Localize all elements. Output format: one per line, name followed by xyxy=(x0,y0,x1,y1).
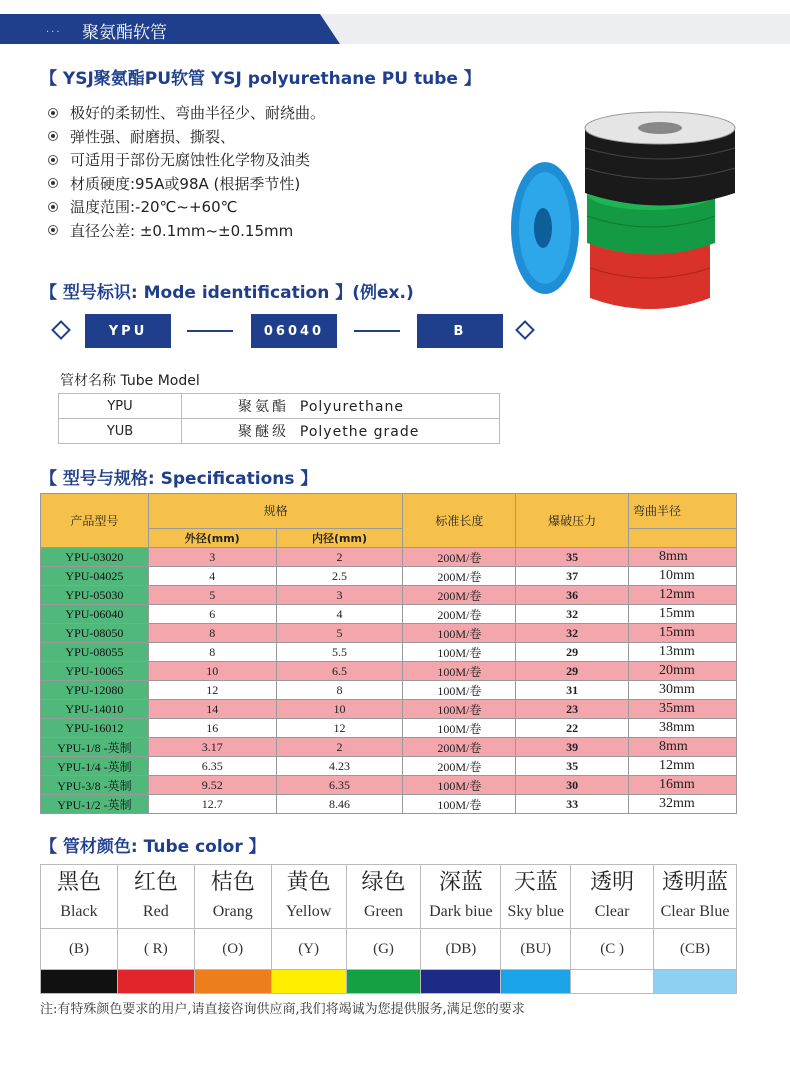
mode-title: 【 型号标识: Mode identification 】(例ex.) xyxy=(40,283,414,303)
tube-reels-image xyxy=(505,108,745,318)
color-name-cn: 黄色 xyxy=(271,865,346,903)
cell-bend: 10mm xyxy=(629,567,737,586)
cell-id: 4.23 xyxy=(276,757,403,776)
cell-model: YPU-1/4 -英制 xyxy=(41,757,149,776)
cell-id: 2.5 xyxy=(276,567,403,586)
page-title: 聚氨酯软管 xyxy=(82,23,167,43)
cell-bend: 20mm xyxy=(629,662,737,681)
bullet-icon xyxy=(48,225,58,235)
cell-od: 6 xyxy=(148,605,276,624)
cell-length: 100M/卷 xyxy=(403,681,516,700)
feature-text: 弹性强、耐磨损、撕裂、 xyxy=(70,127,236,146)
cell-id: 12 xyxy=(276,719,403,738)
color-name-en: Sky blue xyxy=(501,903,571,929)
code-box-color: B xyxy=(417,314,503,348)
model-description xyxy=(182,419,500,444)
color-name-en: Red xyxy=(117,903,194,929)
header-id: 内径(mm) xyxy=(276,528,403,547)
cell-od: 12.7 xyxy=(148,795,276,814)
color-cn-row xyxy=(41,865,737,903)
cell-od: 16 xyxy=(148,719,276,738)
color-code: (Y) xyxy=(271,929,346,970)
color-swatch xyxy=(501,970,571,994)
feature-item xyxy=(48,195,325,219)
cell-pressure: 35 xyxy=(516,757,629,776)
header-dots: ... xyxy=(46,24,62,35)
feature-text: 温度范围:-20℃~+60℃ xyxy=(70,198,238,217)
cell-id: 3 xyxy=(276,586,403,605)
table-row xyxy=(41,605,737,624)
color-code: (C ) xyxy=(571,929,654,970)
table-row xyxy=(59,419,500,444)
cell-id: 8 xyxy=(276,681,403,700)
cell-id: 2 xyxy=(276,738,403,757)
cell-od: 3 xyxy=(148,548,276,567)
tube-model-label: 管材名称 Tube Model xyxy=(60,373,200,389)
color-swatch xyxy=(194,970,271,994)
cell-bend: 38mm xyxy=(629,719,737,738)
cell-bend: 13mm xyxy=(629,643,737,662)
table-row xyxy=(41,586,737,605)
color-code: ( R) xyxy=(117,929,194,970)
cell-id: 10 xyxy=(276,700,403,719)
model-en: Polyurethane xyxy=(299,399,404,415)
header-bend: 弯曲半径 xyxy=(629,494,737,529)
color-name-cn: 透明 xyxy=(571,865,654,903)
cell-model: YPU-08050 xyxy=(41,624,149,643)
cell-model: YPU-12080 xyxy=(41,681,149,700)
bullet-icon xyxy=(48,178,58,188)
mode-code-row xyxy=(0,312,790,350)
header-pressure: 爆破压力 xyxy=(516,494,629,548)
cell-length: 200M/卷 xyxy=(403,567,516,586)
feature-item xyxy=(48,172,325,196)
bullet-icon xyxy=(48,108,58,118)
color-name-cn: 天蓝 xyxy=(501,865,571,903)
diamond-icon xyxy=(51,320,71,340)
table-row xyxy=(41,567,737,586)
cell-od: 3.17 xyxy=(148,738,276,757)
feature-text: 直径公差: ±0.1mm~±0.15mm xyxy=(70,221,294,240)
cell-length: 200M/卷 xyxy=(403,548,516,567)
cell-od: 6.35 xyxy=(148,757,276,776)
table-row xyxy=(59,394,500,419)
color-swatch xyxy=(117,970,194,994)
table-row xyxy=(41,700,737,719)
product-title: 【 YSJ聚氨酯PU软管 YSJ polyurethane PU tube 】 xyxy=(40,69,481,89)
color-name-en: Clear xyxy=(571,903,654,929)
code-box-material: YPU xyxy=(85,314,171,348)
cell-pressure: 32 xyxy=(516,624,629,643)
cell-od: 8 xyxy=(148,643,276,662)
cell-bend: 12mm xyxy=(629,586,737,605)
color-table xyxy=(40,864,737,994)
cell-bend: 32mm xyxy=(629,795,737,814)
cell-model: YPU-16012 xyxy=(41,719,149,738)
spec-table xyxy=(40,493,737,814)
bullet-icon xyxy=(48,131,58,141)
feature-item xyxy=(48,219,325,243)
cell-bend: 15mm xyxy=(629,605,737,624)
cell-pressure: 30 xyxy=(516,776,629,795)
cell-id: 6.35 xyxy=(276,776,403,795)
model-code: YUB xyxy=(59,419,182,444)
table-row xyxy=(41,776,737,795)
color-name-cn: 绿色 xyxy=(346,865,421,903)
color-name-cn: 深蓝 xyxy=(421,865,501,903)
header-bend-blank xyxy=(629,528,737,547)
color-swatch xyxy=(346,970,421,994)
cell-id: 6.5 xyxy=(276,662,403,681)
model-description xyxy=(182,394,500,419)
cell-length: 100M/卷 xyxy=(403,643,516,662)
feature-text: 极好的柔韧性、弯曲半径少、耐绕曲。 xyxy=(70,104,326,123)
feature-item xyxy=(48,101,325,125)
cell-model: YPU-3/8 -英制 xyxy=(41,776,149,795)
color-code: (G) xyxy=(346,929,421,970)
cell-length: 100M/卷 xyxy=(403,719,516,738)
color-name-en: Yellow xyxy=(271,903,346,929)
bullet-icon xyxy=(48,202,58,212)
color-name-en: Clear Blue xyxy=(654,903,737,929)
cell-pressure: 23 xyxy=(516,700,629,719)
code-box-size: 06040 xyxy=(251,314,337,348)
color-code-row xyxy=(41,929,737,970)
cell-bend: 15mm xyxy=(629,624,737,643)
cell-bend: 12mm xyxy=(629,757,737,776)
cell-pressure: 32 xyxy=(516,605,629,624)
cell-length: 100M/卷 xyxy=(403,662,516,681)
cell-bend: 16mm xyxy=(629,776,737,795)
cell-length: 100M/卷 xyxy=(403,624,516,643)
cell-model: YPU-1/8 -英制 xyxy=(41,738,149,757)
cell-id: 5 xyxy=(276,624,403,643)
cell-length: 200M/卷 xyxy=(403,757,516,776)
color-name-en: Black xyxy=(41,903,118,929)
cell-model: YPU-1/2 -英制 xyxy=(41,795,149,814)
color-swatch-row xyxy=(41,970,737,994)
table-row xyxy=(41,548,737,567)
color-code: (DB) xyxy=(421,929,501,970)
cell-pressure: 31 xyxy=(516,681,629,700)
cell-pressure: 29 xyxy=(516,643,629,662)
table-row xyxy=(41,662,737,681)
cell-bend: 35mm xyxy=(629,700,737,719)
model-en: Polyethe grade xyxy=(299,424,420,440)
spec-title: 【 型号与规格: Specifications 】 xyxy=(40,469,318,489)
cell-id: 8.46 xyxy=(276,795,403,814)
cell-length: 200M/卷 xyxy=(403,605,516,624)
header-size: 规格 xyxy=(148,494,403,529)
model-code: YPU xyxy=(59,394,182,419)
color-code: (CB) xyxy=(654,929,737,970)
cell-bend: 8mm xyxy=(629,738,737,757)
cell-model: YPU-03020 xyxy=(41,548,149,567)
cell-od: 5 xyxy=(148,586,276,605)
cell-pressure: 36 xyxy=(516,586,629,605)
model-cn: 聚醚级 xyxy=(238,424,289,440)
cell-pressure: 29 xyxy=(516,662,629,681)
table-row xyxy=(41,624,737,643)
cell-od: 10 xyxy=(148,662,276,681)
color-title: 【 管材颜色: Tube color 】 xyxy=(40,837,266,857)
table-row xyxy=(41,795,737,814)
header-od: 外径(mm) xyxy=(148,528,276,547)
cell-model: YPU-05030 xyxy=(41,586,149,605)
color-code: (O) xyxy=(194,929,271,970)
color-code: (B) xyxy=(41,929,118,970)
cell-od: 8 xyxy=(148,624,276,643)
cell-length: 200M/卷 xyxy=(403,738,516,757)
cell-od: 4 xyxy=(148,567,276,586)
header-model: 产品型号 xyxy=(41,494,149,548)
cell-model: YPU-14010 xyxy=(41,700,149,719)
cell-length: 100M/卷 xyxy=(403,795,516,814)
cell-od: 12 xyxy=(148,681,276,700)
color-name-cn: 红色 xyxy=(117,865,194,903)
cell-pressure: 39 xyxy=(516,738,629,757)
table-row xyxy=(41,719,737,738)
cell-pressure: 35 xyxy=(516,548,629,567)
code-connector xyxy=(187,330,233,332)
spec-header-row xyxy=(41,494,737,529)
cell-od: 9.52 xyxy=(148,776,276,795)
feature-item xyxy=(48,125,325,149)
feature-text: 材质硬度:95A或98A (根据季节性) xyxy=(70,174,301,193)
feature-text: 可适用于部份无腐蚀性化学物及油类 xyxy=(70,151,311,170)
cell-pressure: 33 xyxy=(516,795,629,814)
header-length: 标准长度 xyxy=(403,494,516,548)
color-swatch xyxy=(41,970,118,994)
cell-id: 4 xyxy=(276,605,403,624)
color-name-en: Dark biue xyxy=(421,903,501,929)
color-swatch xyxy=(271,970,346,994)
cell-model: YPU-04025 xyxy=(41,567,149,586)
color-name-cn: 黑色 xyxy=(41,865,118,903)
color-code: (BU) xyxy=(501,929,571,970)
color-name-en: Orang xyxy=(194,903,271,929)
color-swatch xyxy=(571,970,654,994)
cell-pressure: 22 xyxy=(516,719,629,738)
cell-length: 200M/卷 xyxy=(403,586,516,605)
footer-note: 注:有特殊颜色要求的用户,请直接咨询供应商,我们将竭诚为您提供服务,满足您的要求 xyxy=(40,1002,525,1017)
table-row xyxy=(41,643,737,662)
color-swatch xyxy=(654,970,737,994)
tube-model-table xyxy=(58,393,500,444)
diamond-icon xyxy=(515,320,535,340)
table-row xyxy=(41,681,737,700)
cell-pressure: 37 xyxy=(516,567,629,586)
cell-bend: 8mm xyxy=(629,548,737,567)
cell-model: YPU-08055 xyxy=(41,643,149,662)
cell-bend: 30mm xyxy=(629,681,737,700)
code-connector xyxy=(354,330,400,332)
cell-model: YPU-06040 xyxy=(41,605,149,624)
color-swatch xyxy=(421,970,501,994)
cell-id: 5.5 xyxy=(276,643,403,662)
cell-od: 14 xyxy=(148,700,276,719)
color-en-row xyxy=(41,903,737,929)
color-name-cn: 桔色 xyxy=(194,865,271,903)
cell-length: 100M/卷 xyxy=(403,700,516,719)
table-row xyxy=(41,757,737,776)
cell-model: YPU-10065 xyxy=(41,662,149,681)
bullet-icon xyxy=(48,155,58,165)
cell-length: 100M/卷 xyxy=(403,776,516,795)
feature-item xyxy=(48,148,325,172)
model-cn: 聚氨酯 xyxy=(238,399,289,415)
table-row xyxy=(41,738,737,757)
color-name-cn: 透明蓝 xyxy=(654,865,737,903)
color-name-en: Green xyxy=(346,903,421,929)
feature-list xyxy=(48,101,325,242)
cell-id: 2 xyxy=(276,548,403,567)
